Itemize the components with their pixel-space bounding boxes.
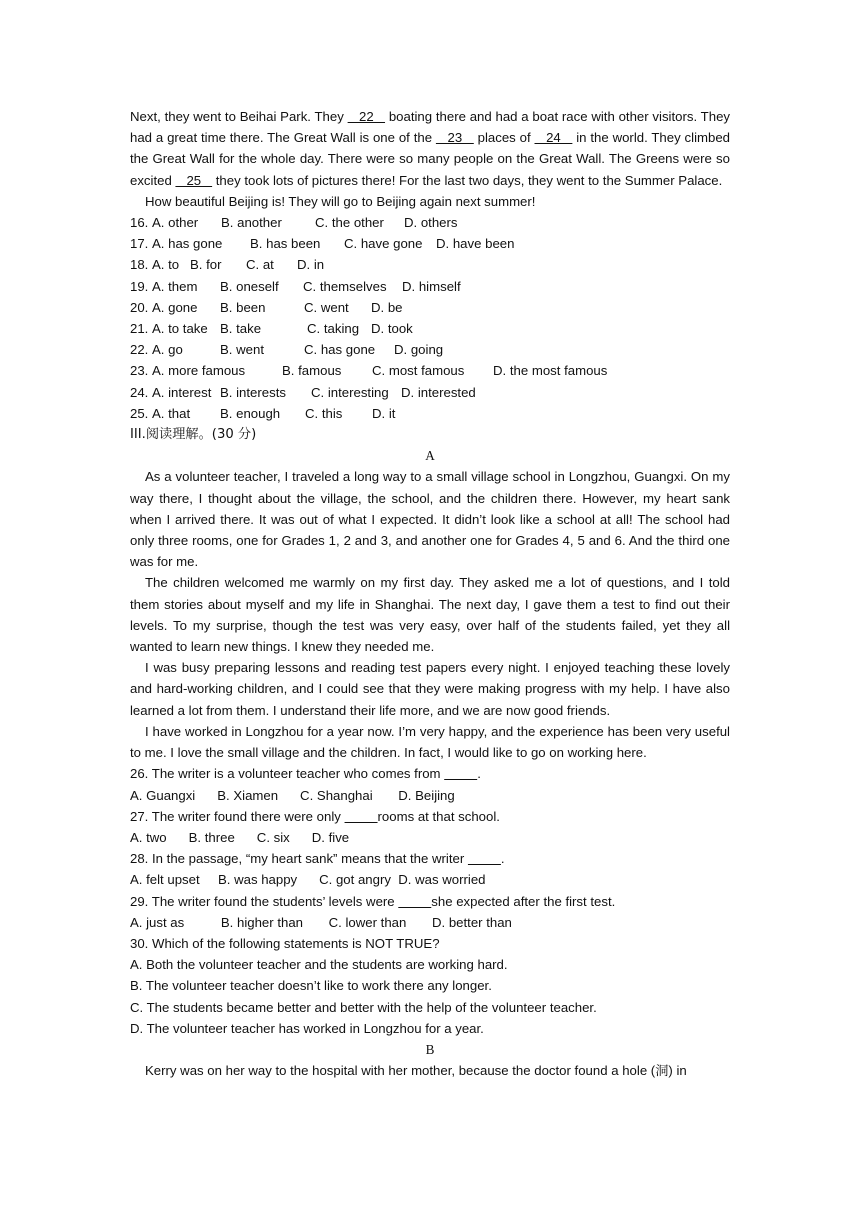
question-30: 30. Which of the following statements is NOT TRUE? xyxy=(130,935,440,951)
option-a: A. other xyxy=(152,215,199,231)
option-number: 24. xyxy=(130,384,149,400)
option-b: B. been xyxy=(220,299,266,315)
question-28: 28. In the passage, “my heart sank” means that the writer . xyxy=(130,851,505,867)
cloze-text: in the world. They climbed the Great Wall for the whole day. There were so many people on the Great Wall. The Greens were so excited xyxy=(130,130,730,188)
option-a: A. more famous xyxy=(152,363,246,379)
option-number: 23. xyxy=(130,363,149,379)
passage-a-paragraph: As a volunteer teacher, I traveled a long way to a small village school in Longzhou, Guangxi. On my way there, I thought about the village, the school, and the children there. However, my heart sank when I arrived there. It was out of what I expected. It didn’t look like a school at all! The school had only three rooms, one for Grades 1, 2 and 3, and another one for Grades 4, 5 and 6. And the third one was for me. xyxy=(130,469,730,570)
question-30-option-a: A. Both the volunteer teacher and the students are working hard. xyxy=(130,957,508,973)
passage-a-paragraph: The children welcomed me warmly on my first day. They asked me a lot of questions, and I told them stories about myself and my life in Shanghai. The next day, I gave them a test to find out their levels. To my surprise, though the test was very easy, over half of the students failed, yet they all wanted to learn new things. I knew they needed me. xyxy=(130,575,730,655)
cloze-text: boating there and had a boat race with other visitors. They had a great time there. The Great Wall is one of the xyxy=(130,109,730,146)
option-b: B. enough xyxy=(220,405,281,421)
option-d: D. be xyxy=(371,299,403,315)
question-26-options: A. Guangxi B. Xiamen C. Shanghai D. Beijing xyxy=(130,787,455,803)
passage-a-paragraph: I was busy preparing lessons and reading test papers every night. I enjoyed teaching these lovely and hard-working children, and I could see that they were making progress with my help. I have also learned a lot from them. I understand their life more, and we are now good friends. xyxy=(130,660,730,718)
option-d: D. others xyxy=(404,215,458,231)
option-a: A. gone xyxy=(152,299,198,315)
option-a: A. interest xyxy=(152,384,212,400)
option-b: B. another xyxy=(221,215,282,231)
option-row xyxy=(130,297,730,318)
option-number: 19. xyxy=(130,278,149,294)
cloze-paragraph xyxy=(130,106,730,191)
option-row xyxy=(130,233,730,254)
option-a: A. to take xyxy=(152,321,208,337)
answer-blank xyxy=(398,894,431,909)
option-b: B. has been xyxy=(250,236,321,252)
question-27-options: A. two B. three C. six D. five xyxy=(130,829,350,845)
blank-25: 25 xyxy=(175,172,213,188)
question-30-option-b: B. The volunteer teacher doesn’t like to work there any longer. xyxy=(130,978,492,994)
option-row xyxy=(130,212,730,233)
cloze-text: Next, they went to Beihai Park. They xyxy=(130,109,348,124)
question-29: 29. The writer found the students’ levels were she expected after the first test. xyxy=(130,893,616,909)
option-list xyxy=(130,212,730,424)
option-a: A. to xyxy=(152,257,180,273)
passage-a-paragraph: I have worked in Longzhou for a year now. I’m very happy, and the experience has been very useful to me. I love the small village and the children. In fact, I would like to go on working here. xyxy=(130,723,730,761)
option-a: A. them xyxy=(152,278,198,294)
option-number: 25. xyxy=(130,405,149,421)
option-c: C. this xyxy=(305,405,343,421)
option-c: C. the other xyxy=(315,215,384,231)
option-c: C. went xyxy=(304,299,349,315)
option-c: C. have gone xyxy=(344,236,423,252)
passage-a-label: A xyxy=(425,448,435,464)
option-d: D. the most famous xyxy=(493,363,608,379)
option-b: B. take xyxy=(220,321,262,337)
option-d: D. it xyxy=(372,405,396,421)
option-row xyxy=(130,276,730,297)
option-b: B. oneself xyxy=(220,278,279,294)
option-number: 21. xyxy=(130,321,149,337)
option-a: A. that xyxy=(152,405,191,421)
option-number: 20. xyxy=(130,299,149,315)
cloze-text: they took lots of pictures there! For the last two days, they went to the Summer Palace. xyxy=(212,172,723,188)
cloze-text: places of xyxy=(473,130,535,146)
option-number: 18. xyxy=(130,257,149,273)
option-row xyxy=(130,318,730,339)
answer-blank xyxy=(345,809,378,824)
option-b: B. for xyxy=(190,257,222,273)
option-a: A. go xyxy=(152,342,183,358)
option-number: 16. xyxy=(130,215,149,231)
option-row xyxy=(130,339,730,360)
document-page xyxy=(130,106,730,1081)
section-title: III.阅读理解。(30 分) xyxy=(130,427,257,443)
question-30-option-d: D. The volunteer teacher has worked in Longzhou for a year. xyxy=(130,1020,484,1036)
question-27: 27. The writer found there were only rooms at that school. xyxy=(130,808,500,824)
answer-blank xyxy=(444,766,477,781)
blank-23: 23 xyxy=(435,130,474,146)
option-row xyxy=(130,360,730,381)
option-c: C. interesting xyxy=(311,384,389,400)
option-d: D. in xyxy=(297,257,325,273)
question-30-option-c: C. The students became better and better with the help of the volunteer teacher. xyxy=(130,999,597,1015)
option-number: 17. xyxy=(130,236,149,252)
question-29-options: A. just as B. higher than C. lower than D. better than xyxy=(130,914,512,930)
option-c: C. at xyxy=(246,257,274,273)
passage-b-label: B xyxy=(425,1041,435,1057)
option-d: D. took xyxy=(371,321,413,337)
blank-22: 22 xyxy=(347,109,386,124)
option-row xyxy=(130,403,730,424)
option-d: D. have been xyxy=(436,236,515,252)
option-c: C. most famous xyxy=(372,363,465,379)
option-c: C. taking xyxy=(307,321,360,337)
question-26: 26. The writer is a volunteer teacher who comes from . xyxy=(130,766,481,782)
option-row xyxy=(130,254,730,275)
option-row xyxy=(130,382,730,403)
question-28-options: A. felt upset B. was happy C. got angry D. was worried xyxy=(130,872,486,888)
option-b: B. interests xyxy=(220,384,286,400)
cloze-closing: How beautiful Beijing is! They will go to Beijing again next summer! xyxy=(145,193,536,209)
blank-24: 24 xyxy=(534,130,573,146)
option-c: C. has gone xyxy=(304,342,376,358)
option-b: B. famous xyxy=(282,363,342,379)
option-a: A. has gone xyxy=(152,236,223,252)
option-d: D. interested xyxy=(401,384,476,400)
option-d: D. himself xyxy=(402,278,461,294)
passage-b-paragraph: Kerry was on her way to the hospital with her mother, because the doctor found a hole (洞) in xyxy=(145,1063,687,1079)
option-c: C. themselves xyxy=(303,278,387,294)
answer-blank xyxy=(468,851,501,866)
option-d: D. going xyxy=(394,342,444,358)
option-number: 22. xyxy=(130,342,149,358)
option-b: B. went xyxy=(220,342,264,358)
